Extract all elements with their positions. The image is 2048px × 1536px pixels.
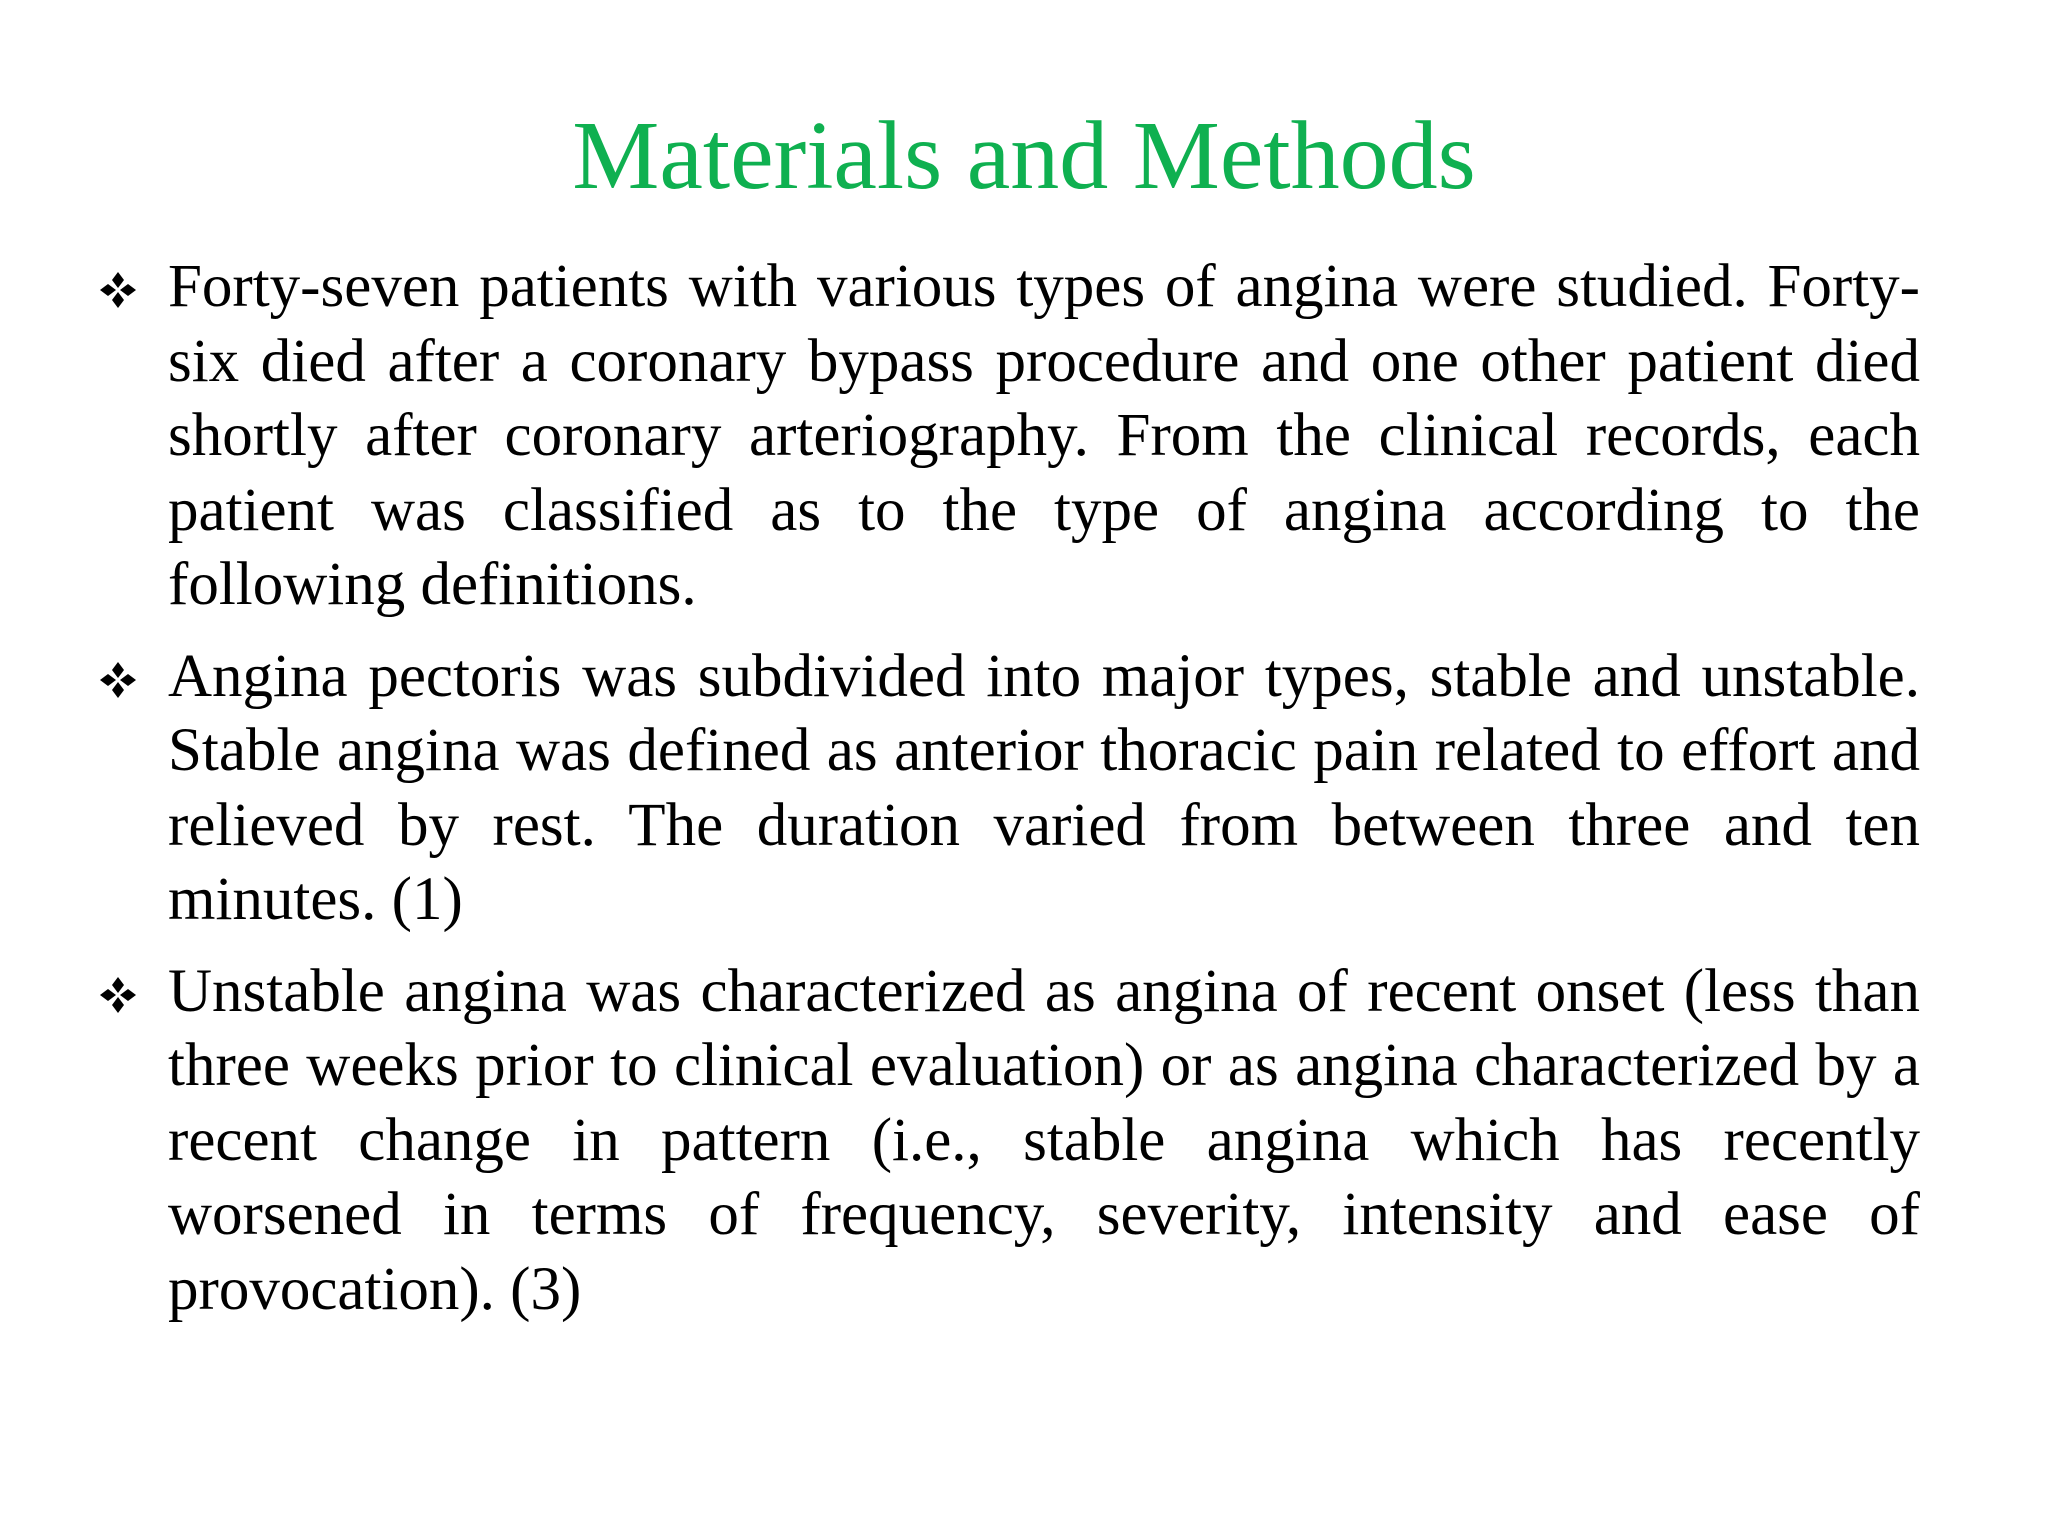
four-diamond-icon: [98, 975, 138, 1015]
bullet-list: [90, 250, 1920, 1344]
bullet-item-3: [90, 955, 1920, 1328]
bullet-item-2: [90, 640, 1920, 938]
four-diamond-icon: [98, 270, 138, 310]
bullet-text: Unstable angina was characterized as angina of recent onset (less than three weeks prior to clinical evaluation) or as angina characterized by a recent change in pattern (i.e., stable angina which has recently worsened in terms of frequency, severity, intensity and ease of provocation). (3): [168, 957, 1920, 1323]
bullet-item-1: [90, 250, 1920, 623]
four-diamond-icon: [98, 660, 138, 700]
bullet-text: Forty-seven patients with various types of angina were studied. Forty-six died after a coronary bypass procedure and one other patient died shortly after coronary arteriography. From the clinical records, each patient was classified as to the type of angina according to the following definitions.: [168, 253, 1920, 618]
slide-title: Materials and Methods: [572, 102, 1476, 210]
bullet-text: Angina pectoris was subdivided into major types, stable and unstable. Stable angina was defined as anterior thoracic pain related to effort and relieved by rest. The duration varied from between three and ten minutes. (1): [168, 642, 1920, 933]
